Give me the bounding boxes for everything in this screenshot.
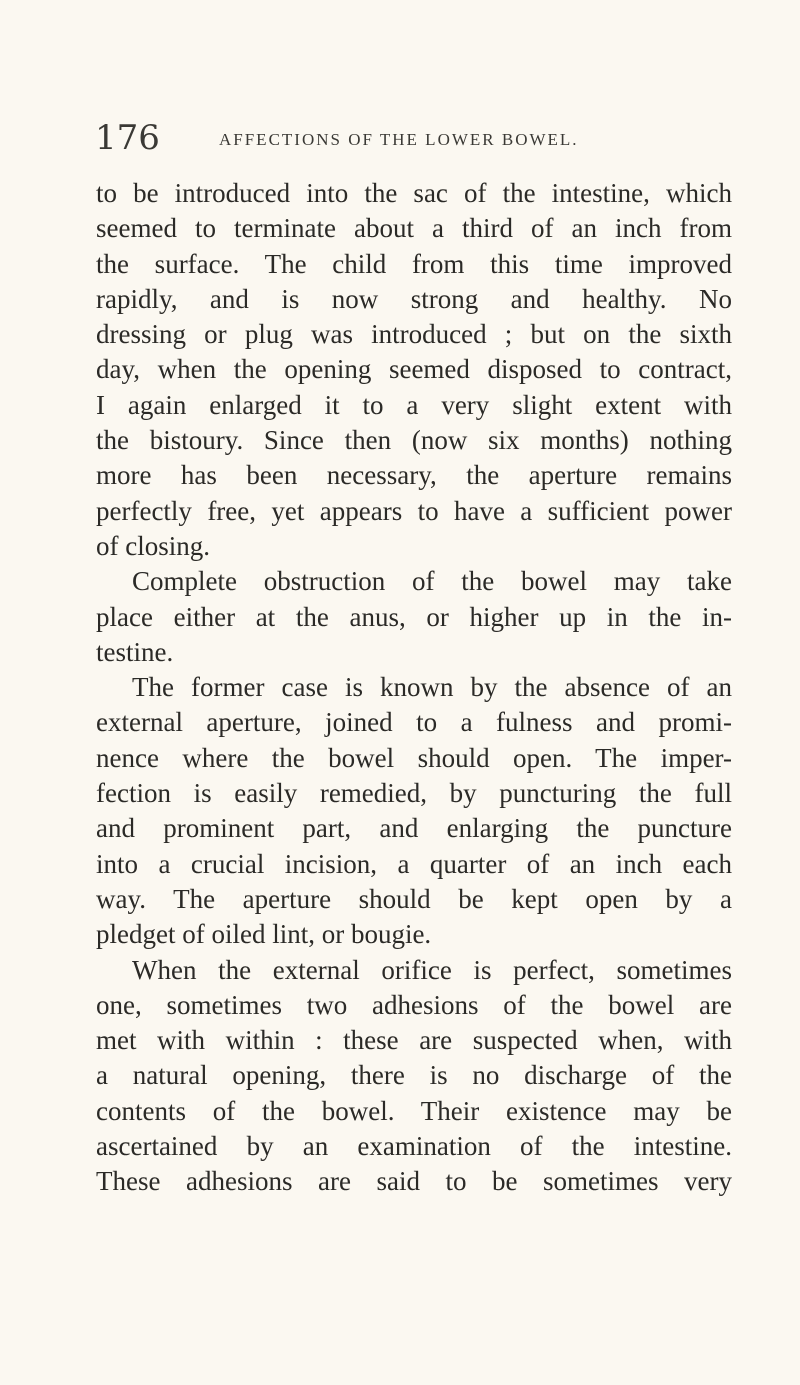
body-text: [96, 176, 732, 1200]
text-line: one, sometimes two adhesions of the bowel are: [96, 989, 732, 1020]
running-head: AFFECTIONS OF THE LOWER BOWEL.: [219, 130, 579, 149]
text-line: into a crucial incision, a quarter of an inch each: [96, 848, 732, 879]
text-line: place either at the anus, or higher up in the in-: [96, 601, 732, 632]
text-line: seemed to terminate about a third of an inch from: [96, 213, 732, 244]
text-line: more has been necessary, the aperture remains: [96, 460, 732, 491]
text-line: the surface. The child from this time improved: [96, 248, 732, 279]
text-line: way. The aperture should be kept open by a: [96, 883, 732, 914]
text-line: perfectly free, yet appears to have a sufficient power: [96, 495, 732, 526]
text-line: contents of the bowel. Their existence may be: [96, 1095, 732, 1126]
text-line: a natural opening, there is no discharge of the: [96, 1060, 732, 1091]
text-line: nence where the bowel should open. The imper-: [96, 742, 732, 773]
text-line: testine.: [96, 636, 174, 667]
text-line: to be introduced into the sac of the intestine, which: [96, 178, 732, 208]
text-line: These adhesions are said to be sometimes very: [96, 1166, 732, 1197]
text-line: ascertained by an examination of the intestine.: [96, 1131, 732, 1162]
page-header: [0, 118, 800, 162]
text-line: external aperture, joined to a fulness and promi-: [96, 707, 732, 738]
text-line: dressing or plug was introduced ; but on the sixth: [96, 319, 732, 350]
text-line: the bistoury. Since then (now six months) nothing: [96, 425, 732, 456]
text-line: pledget of oiled lint, or bougie.: [96, 919, 432, 950]
text-line: fection is easily remedied, by puncturing the full: [96, 778, 732, 809]
text-line: day, when the opening seemed disposed to contract,: [96, 354, 732, 385]
text-line: Complete obstruction of the bowel may take: [132, 566, 732, 597]
text-line: of closing.: [96, 530, 210, 561]
page-number: 176: [95, 118, 160, 158]
text-line: met with within : these are suspected when, with: [96, 1025, 732, 1056]
text-line: and prominent part, and enlarging the puncture: [96, 813, 732, 844]
text-line: When the external orifice is perfect, sometimes: [132, 954, 732, 985]
text-line: I again enlarged it to a very slight extent with: [96, 389, 732, 420]
text-line: The former case is known by the absence of an: [132, 672, 732, 703]
text-line: rapidly, and is now strong and healthy. No: [96, 283, 732, 314]
